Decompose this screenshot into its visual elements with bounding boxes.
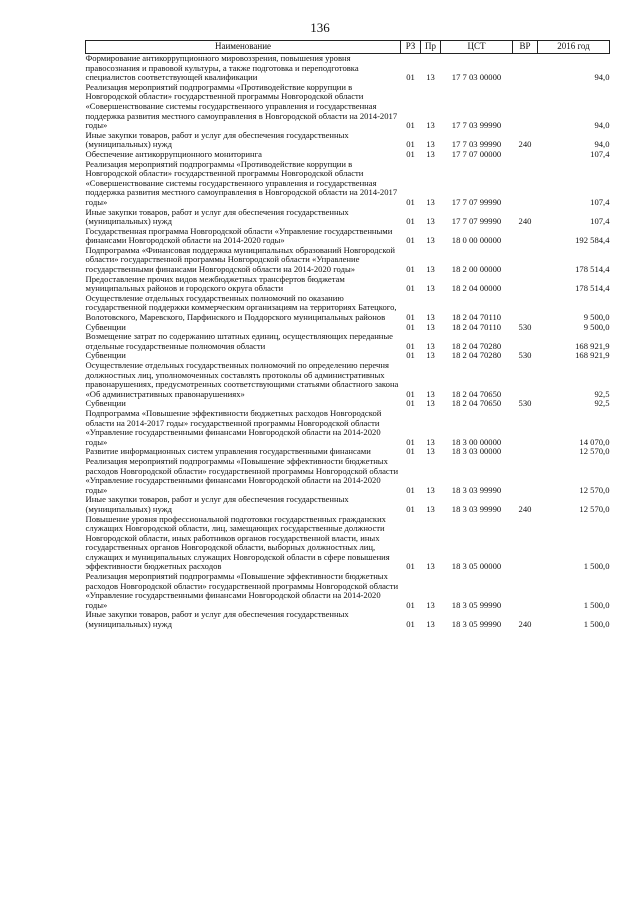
row-name-cell: Осуществление отдельных государственных полномочий по оказанию государственной поддержки коммерческим организациям на территориях Батецкого, Волотовского, Маревского, Парфинского и Поддорского муниципальных районов xyxy=(85,292,397,323)
row-name-cell: Возмещение затрат по содержанию штатных единиц, осуществляющих переданные отдельные государственные полномочия области xyxy=(85,331,393,351)
table-row xyxy=(86,246,610,275)
row-vr-cell xyxy=(513,227,538,246)
row-pr-cell: 13 xyxy=(426,72,435,83)
row-rz-cell: 01 xyxy=(406,350,415,361)
row-pr-cell: 13 xyxy=(426,139,435,150)
row-pr-cell: 13 xyxy=(426,350,435,361)
row-name-cell: Иные закупки товаров, работ и услуг для обеспечения государственных (муниципальных) нужд xyxy=(85,494,349,514)
row-cst-cell: 18 3 03 99990 xyxy=(451,484,502,495)
row-name-cell: Государственная программа Новгородской области «Управление государственными финансами Новгородской области на 2014-2020 годы» xyxy=(85,225,393,246)
row-vr-cell xyxy=(513,457,538,495)
row-rz-cell: 01 xyxy=(406,561,415,572)
row-pr-cell: 13 xyxy=(426,120,435,131)
row-sum-cell: 107,4 xyxy=(590,148,610,159)
row-sum-cell: 12 570,0 xyxy=(579,503,610,514)
table-row xyxy=(86,54,610,83)
row-name-cell: Реализация мероприятий подпрограммы «Противодействие коррупции в Новгородской области» государственной программы Новгородской области «Совершенствование системы государственного управления и государственная поддержка развития местного самоуправления в Новгородской области на 2014-2017 годы» xyxy=(85,158,398,207)
row-vr-cell: 240 xyxy=(518,216,532,227)
table-row xyxy=(86,294,610,323)
row-cst-cell: 17 7 07 00000 xyxy=(451,148,502,159)
row-vr-cell xyxy=(513,160,538,208)
row-rz-cell: 01 xyxy=(406,235,415,246)
row-pr-cell: 13 xyxy=(426,312,435,323)
row-sum-cell: 168 921,9 xyxy=(575,340,610,351)
row-sum-cell: 9 500,0 xyxy=(583,321,610,332)
row-sum-cell: 9 500,0 xyxy=(583,312,610,323)
table-row xyxy=(86,495,610,514)
table-row xyxy=(86,332,610,351)
page-number: 136 xyxy=(310,20,330,35)
row-name-cell: Реализация мероприятий подпрограммы «Противодействие коррупции в Новгородской области» государственной программы Новгородской области «Совершенствование системы государственного управления и государственная поддержка развития местного самоуправления в Новгородской области на 2014-2017 годы» xyxy=(85,81,398,131)
row-sum-cell: 178 514,4 xyxy=(575,283,610,294)
row-sum-cell: 92,5 xyxy=(594,388,610,399)
row-sum-cell: 1 500,0 xyxy=(583,599,610,610)
row-name-cell: Осуществление отдельных государственных полномочий по определению перечня должностных лиц, уполномоченных составлять протоколы об административных правонарушениях, предусмотренных соответствующими статьями областного закона «Об административных правонарушениях» xyxy=(85,360,399,399)
row-sum-cell: 192 584,4 xyxy=(575,235,610,246)
row-cst-cell: 18 0 00 00000 xyxy=(451,235,502,246)
row-rz-cell: 01 xyxy=(406,139,415,150)
row-rz-cell: 01 xyxy=(406,148,415,159)
row-rz-cell: 01 xyxy=(406,120,415,131)
row-sum-cell: 107,4 xyxy=(590,216,610,227)
row-sum-cell: 94,0 xyxy=(594,139,610,150)
row-rz-cell: 01 xyxy=(406,619,415,630)
row-rz-cell: 01 xyxy=(406,436,415,447)
row-rz-cell: 01 xyxy=(406,196,415,207)
row-rz-cell: 01 xyxy=(406,599,415,610)
row-rz-cell: 01 xyxy=(406,216,415,227)
budget-table xyxy=(85,40,610,630)
row-vr-cell xyxy=(513,447,538,457)
row-rz-cell: 01 xyxy=(406,484,415,495)
row-pr-cell: 13 xyxy=(426,283,435,294)
row-pr-cell: 13 xyxy=(426,196,435,207)
row-sum-cell: 168 921,9 xyxy=(575,350,610,361)
row-pr-cell: 13 xyxy=(426,264,435,275)
row-sum-cell: 12 570,0 xyxy=(579,446,610,457)
row-name-cell: Реализация мероприятий подпрограммы «Повышение эффективности бюджетных расходов Новгородской области» государственной программы Новгородской области «Управление государственными финансами Новгородской области на 2014-2020 годы» xyxy=(85,455,399,495)
row-pr-cell: 13 xyxy=(426,599,435,610)
row-name-cell: Повышение уровня профессиональной подготовки государственных гражданских служащих Новгородской области, лиц, замещающих государственные должности Новгородской области, иных работников органов государственной власти, иных государственных органов Новгородской области, выборных должностных лиц, служащих и муниципальных служащих Новгородской области в сфере повышения эффективности бюджетных расходов xyxy=(85,513,390,572)
table-row xyxy=(86,83,610,131)
column-header-pr: Пр xyxy=(421,41,441,54)
row-name-cell: Подпрограмма «Повышение эффективности бюджетных расходов Новгородской области на 2014-2017 годы» государственной программы Новгородской области «Управление государственными финансами Новгородской области на 2014-2020 годы» xyxy=(85,407,382,447)
row-name-cell: Иные закупки товаров, работ и услуг для обеспечения государственных (муниципальных) нужд xyxy=(85,206,349,227)
row-vr-cell xyxy=(513,83,538,131)
table-row xyxy=(86,610,610,629)
table-row xyxy=(86,208,610,227)
row-vr-cell xyxy=(513,361,538,399)
table-header-row xyxy=(86,41,610,54)
column-header-year: 2016 год xyxy=(538,41,610,54)
column-header-name: Наименование xyxy=(86,41,401,54)
row-cst-cell: 18 3 05 99990 xyxy=(451,599,502,610)
row-rz-cell: 01 xyxy=(406,321,415,332)
row-name-cell: Реализация мероприятий подпрограммы «Повышение эффективности бюджетных расходов Новгородской области» государственной программы Новгородской области «Управление государственными финансами Новгородской области на 2014-2020 годы» xyxy=(85,571,399,610)
row-cst-cell: 17 7 07 99990 xyxy=(451,196,502,207)
row-vr-cell xyxy=(513,275,538,294)
row-vr-cell xyxy=(513,246,538,275)
row-vr-cell: 530 xyxy=(518,321,532,332)
row-name-cell: Субвенции xyxy=(85,350,126,361)
row-cst-cell: 17 7 03 99990 xyxy=(451,139,502,150)
row-cst-cell: 18 2 00 00000 xyxy=(451,264,502,275)
row-rz-cell: 01 xyxy=(406,398,415,409)
column-header-vr: ВР xyxy=(513,41,538,54)
row-vr-cell xyxy=(513,332,538,351)
row-sum-cell: 14 070,0 xyxy=(579,436,610,447)
row-sum-cell: 92,5 xyxy=(594,398,610,409)
table-body xyxy=(86,54,610,630)
row-vr-cell xyxy=(513,515,538,573)
row-pr-cell: 13 xyxy=(426,398,435,409)
row-vr-cell xyxy=(513,150,538,160)
row-vr-cell xyxy=(513,294,538,323)
row-cst-cell: 17 7 03 99990 xyxy=(451,120,502,131)
row-sum-cell: 12 570,0 xyxy=(579,484,610,495)
row-pr-cell: 13 xyxy=(426,484,435,495)
table-row xyxy=(86,515,610,573)
row-name-cell: Иные закупки товаров, работ и услуг для обеспечения государственных (муниципальных) нужд xyxy=(85,609,349,630)
row-vr-cell: 240 xyxy=(518,619,532,630)
row-sum-cell: 1 500,0 xyxy=(583,619,610,630)
row-sum-cell: 178 514,4 xyxy=(575,264,610,275)
row-rz-cell: 01 xyxy=(406,264,415,275)
row-rz-cell: 01 xyxy=(406,446,415,457)
row-name-cell: Обеспечение антикоррупционного мониторинга xyxy=(85,148,262,159)
table-row xyxy=(86,457,610,495)
row-pr-cell: 13 xyxy=(426,148,435,159)
row-cst-cell: 18 2 04 70110 xyxy=(451,321,502,332)
row-vr-cell: 530 xyxy=(518,350,532,361)
row-cst-cell: 18 3 05 99990 xyxy=(451,619,502,630)
table-row xyxy=(86,131,610,150)
row-cst-cell: 18 2 04 70650 xyxy=(451,388,502,399)
table-row xyxy=(86,409,610,447)
table-row xyxy=(86,361,610,399)
row-sum-cell: 94,0 xyxy=(594,120,610,131)
row-pr-cell: 13 xyxy=(426,388,435,399)
row-cst-cell: 18 2 04 70650 xyxy=(451,398,502,409)
table-row xyxy=(86,572,610,610)
row-cst-cell: 18 3 05 00000 xyxy=(451,561,502,572)
row-pr-cell: 13 xyxy=(426,235,435,246)
row-rz-cell: 01 xyxy=(406,283,415,294)
row-pr-cell: 13 xyxy=(426,216,435,227)
row-rz-cell: 01 xyxy=(406,388,415,399)
row-cst-cell: 18 3 00 00000 xyxy=(451,436,502,447)
row-vr-cell: 240 xyxy=(518,139,532,150)
row-name-cell: Развитие информационных систем управления государственными финансами xyxy=(85,446,371,457)
row-name-cell: Формирование антикоррупционного мировоззрения, повышения уровня правосознания и правовой культуры, а также подготовка и переподготовка специалистов соответствующей квалификации xyxy=(85,53,359,83)
column-header-cst: ЦСТ xyxy=(441,41,513,54)
row-rz-cell: 01 xyxy=(406,72,415,83)
row-sum-cell: 1 500,0 xyxy=(583,561,610,572)
row-cst-cell: 18 3 03 99990 xyxy=(451,503,502,514)
row-pr-cell: 13 xyxy=(426,436,435,447)
row-sum-cell: 107,4 xyxy=(590,196,610,207)
row-pr-cell: 13 xyxy=(426,619,435,630)
row-vr-cell: 240 xyxy=(518,503,532,514)
table-row xyxy=(86,275,610,294)
row-name-cell: Подпрограмма «Финансовая поддержка муниципальных образований Новгородской области» государственной программы Новгородской области «Управление государственными финансами Новгородской области на 2014-2020 годы» xyxy=(85,244,395,275)
row-cst-cell: 18 3 03 00000 xyxy=(451,446,502,457)
row-vr-cell xyxy=(513,572,538,610)
row-pr-cell: 13 xyxy=(426,340,435,351)
row-rz-cell: 01 xyxy=(406,503,415,514)
row-pr-cell: 13 xyxy=(426,561,435,572)
row-cst-cell: 18 2 04 70280 xyxy=(451,340,502,351)
table-row xyxy=(86,227,610,246)
row-name-cell: Субвенции xyxy=(85,321,126,332)
row-sum-cell: 94,0 xyxy=(594,72,610,83)
row-rz-cell: 01 xyxy=(406,312,415,323)
row-vr-cell xyxy=(513,54,538,83)
row-name-cell: Субвенции xyxy=(85,398,126,409)
row-pr-cell: 13 xyxy=(426,321,435,332)
row-cst-cell: 18 2 04 70280 xyxy=(451,350,502,361)
row-name-cell: Иные закупки товаров, работ и услуг для обеспечения государственных (муниципальных) нужд xyxy=(85,129,349,150)
row-cst-cell: 18 2 04 70110 xyxy=(451,312,502,323)
row-pr-cell: 13 xyxy=(426,503,435,514)
row-cst-cell: 17 7 07 99990 xyxy=(451,216,502,227)
row-name-cell: Предоставление прочих видов межбюджетных трансфертов бюджетам муниципальных районов и городского округа области xyxy=(85,273,345,294)
row-rz-cell: 01 xyxy=(406,340,415,351)
row-vr-cell xyxy=(513,409,538,447)
row-cst-cell: 18 2 04 00000 xyxy=(451,283,502,294)
table-row xyxy=(86,160,610,208)
row-cst-cell: 17 7 03 00000 xyxy=(451,72,502,83)
row-vr-cell: 530 xyxy=(518,398,532,409)
column-header-rz: РЗ xyxy=(401,41,421,54)
row-pr-cell: 13 xyxy=(426,446,435,457)
